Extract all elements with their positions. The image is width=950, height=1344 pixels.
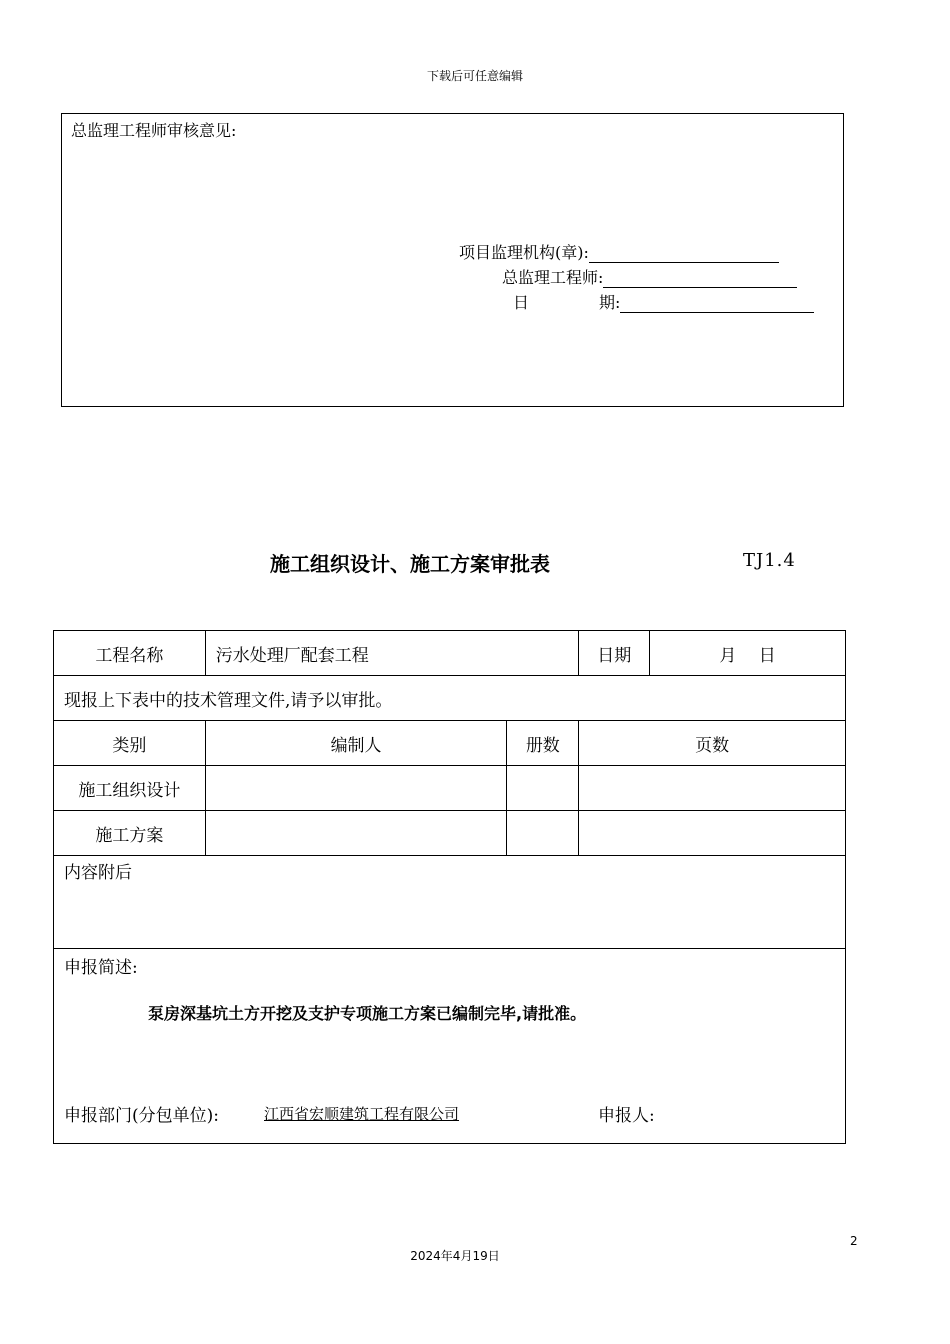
document-title: 施工组织设计、施工方案审批表	[270, 552, 550, 576]
row-volumes[interactable]	[507, 766, 579, 811]
engineer-row	[502, 265, 797, 288]
project-label: 工程名称	[54, 631, 206, 676]
attachment-text: 内容附后	[54, 856, 846, 949]
column-header-row	[54, 721, 846, 766]
reporter-label: 申报人:	[598, 1106, 655, 1126]
engineer-line[interactable]	[603, 271, 797, 288]
summary-row	[54, 949, 846, 1144]
row-pages[interactable]	[579, 811, 846, 856]
summary-label: 申报简述:	[64, 958, 138, 978]
project-value[interactable]: 污水处理厂配套工程	[205, 631, 578, 676]
org-row	[459, 240, 779, 263]
col-author: 编制人	[205, 721, 507, 766]
attachment-row	[54, 856, 846, 949]
org-label: 项目监理机构(章):	[459, 243, 589, 262]
row-volumes[interactable]	[507, 811, 579, 856]
date-label-b: 期:	[599, 293, 621, 312]
table-row	[54, 811, 846, 856]
col-category: 类别	[54, 721, 206, 766]
date-line[interactable]	[620, 296, 814, 313]
intro-text: 现报上下表中的技术管理文件,请予以审批。	[54, 676, 846, 721]
table-row	[54, 766, 846, 811]
page-number: 2	[850, 1234, 858, 1248]
org-line[interactable]	[589, 246, 779, 263]
date-value[interactable]: 月 日	[650, 631, 846, 676]
row-author[interactable]	[205, 811, 507, 856]
date-label: 日期	[579, 631, 650, 676]
document-code: TJ1.4	[743, 550, 796, 571]
col-volumes: 册数	[507, 721, 579, 766]
row-category: 施工组织设计	[54, 766, 206, 811]
intro-row	[54, 676, 846, 721]
row-author[interactable]	[205, 766, 507, 811]
engineer-label: 总监理工程师:	[502, 268, 604, 287]
review-box	[61, 113, 844, 407]
summary-cell	[54, 949, 846, 1144]
dept-value: 江西省宏顺建筑工程有限公司	[264, 1105, 460, 1123]
header-note: 下载后可任意编辑	[426, 69, 523, 83]
col-pages: 页数	[579, 721, 846, 766]
project-row	[54, 631, 846, 676]
date-label-a: 日	[513, 293, 530, 312]
review-title: 总监理工程师审核意见:	[71, 121, 237, 140]
date-row	[513, 290, 814, 313]
summary-text: 泵房深基坑土方开挖及支护专项施工方案已编制完毕,请批准。	[148, 1004, 587, 1023]
footer-date: 2024年4月19日	[410, 1249, 500, 1263]
approval-form	[53, 630, 846, 1144]
row-category: 施工方案	[54, 811, 206, 856]
row-pages[interactable]	[579, 766, 846, 811]
dept-label: 申报部门(分包单位):	[64, 1106, 219, 1126]
